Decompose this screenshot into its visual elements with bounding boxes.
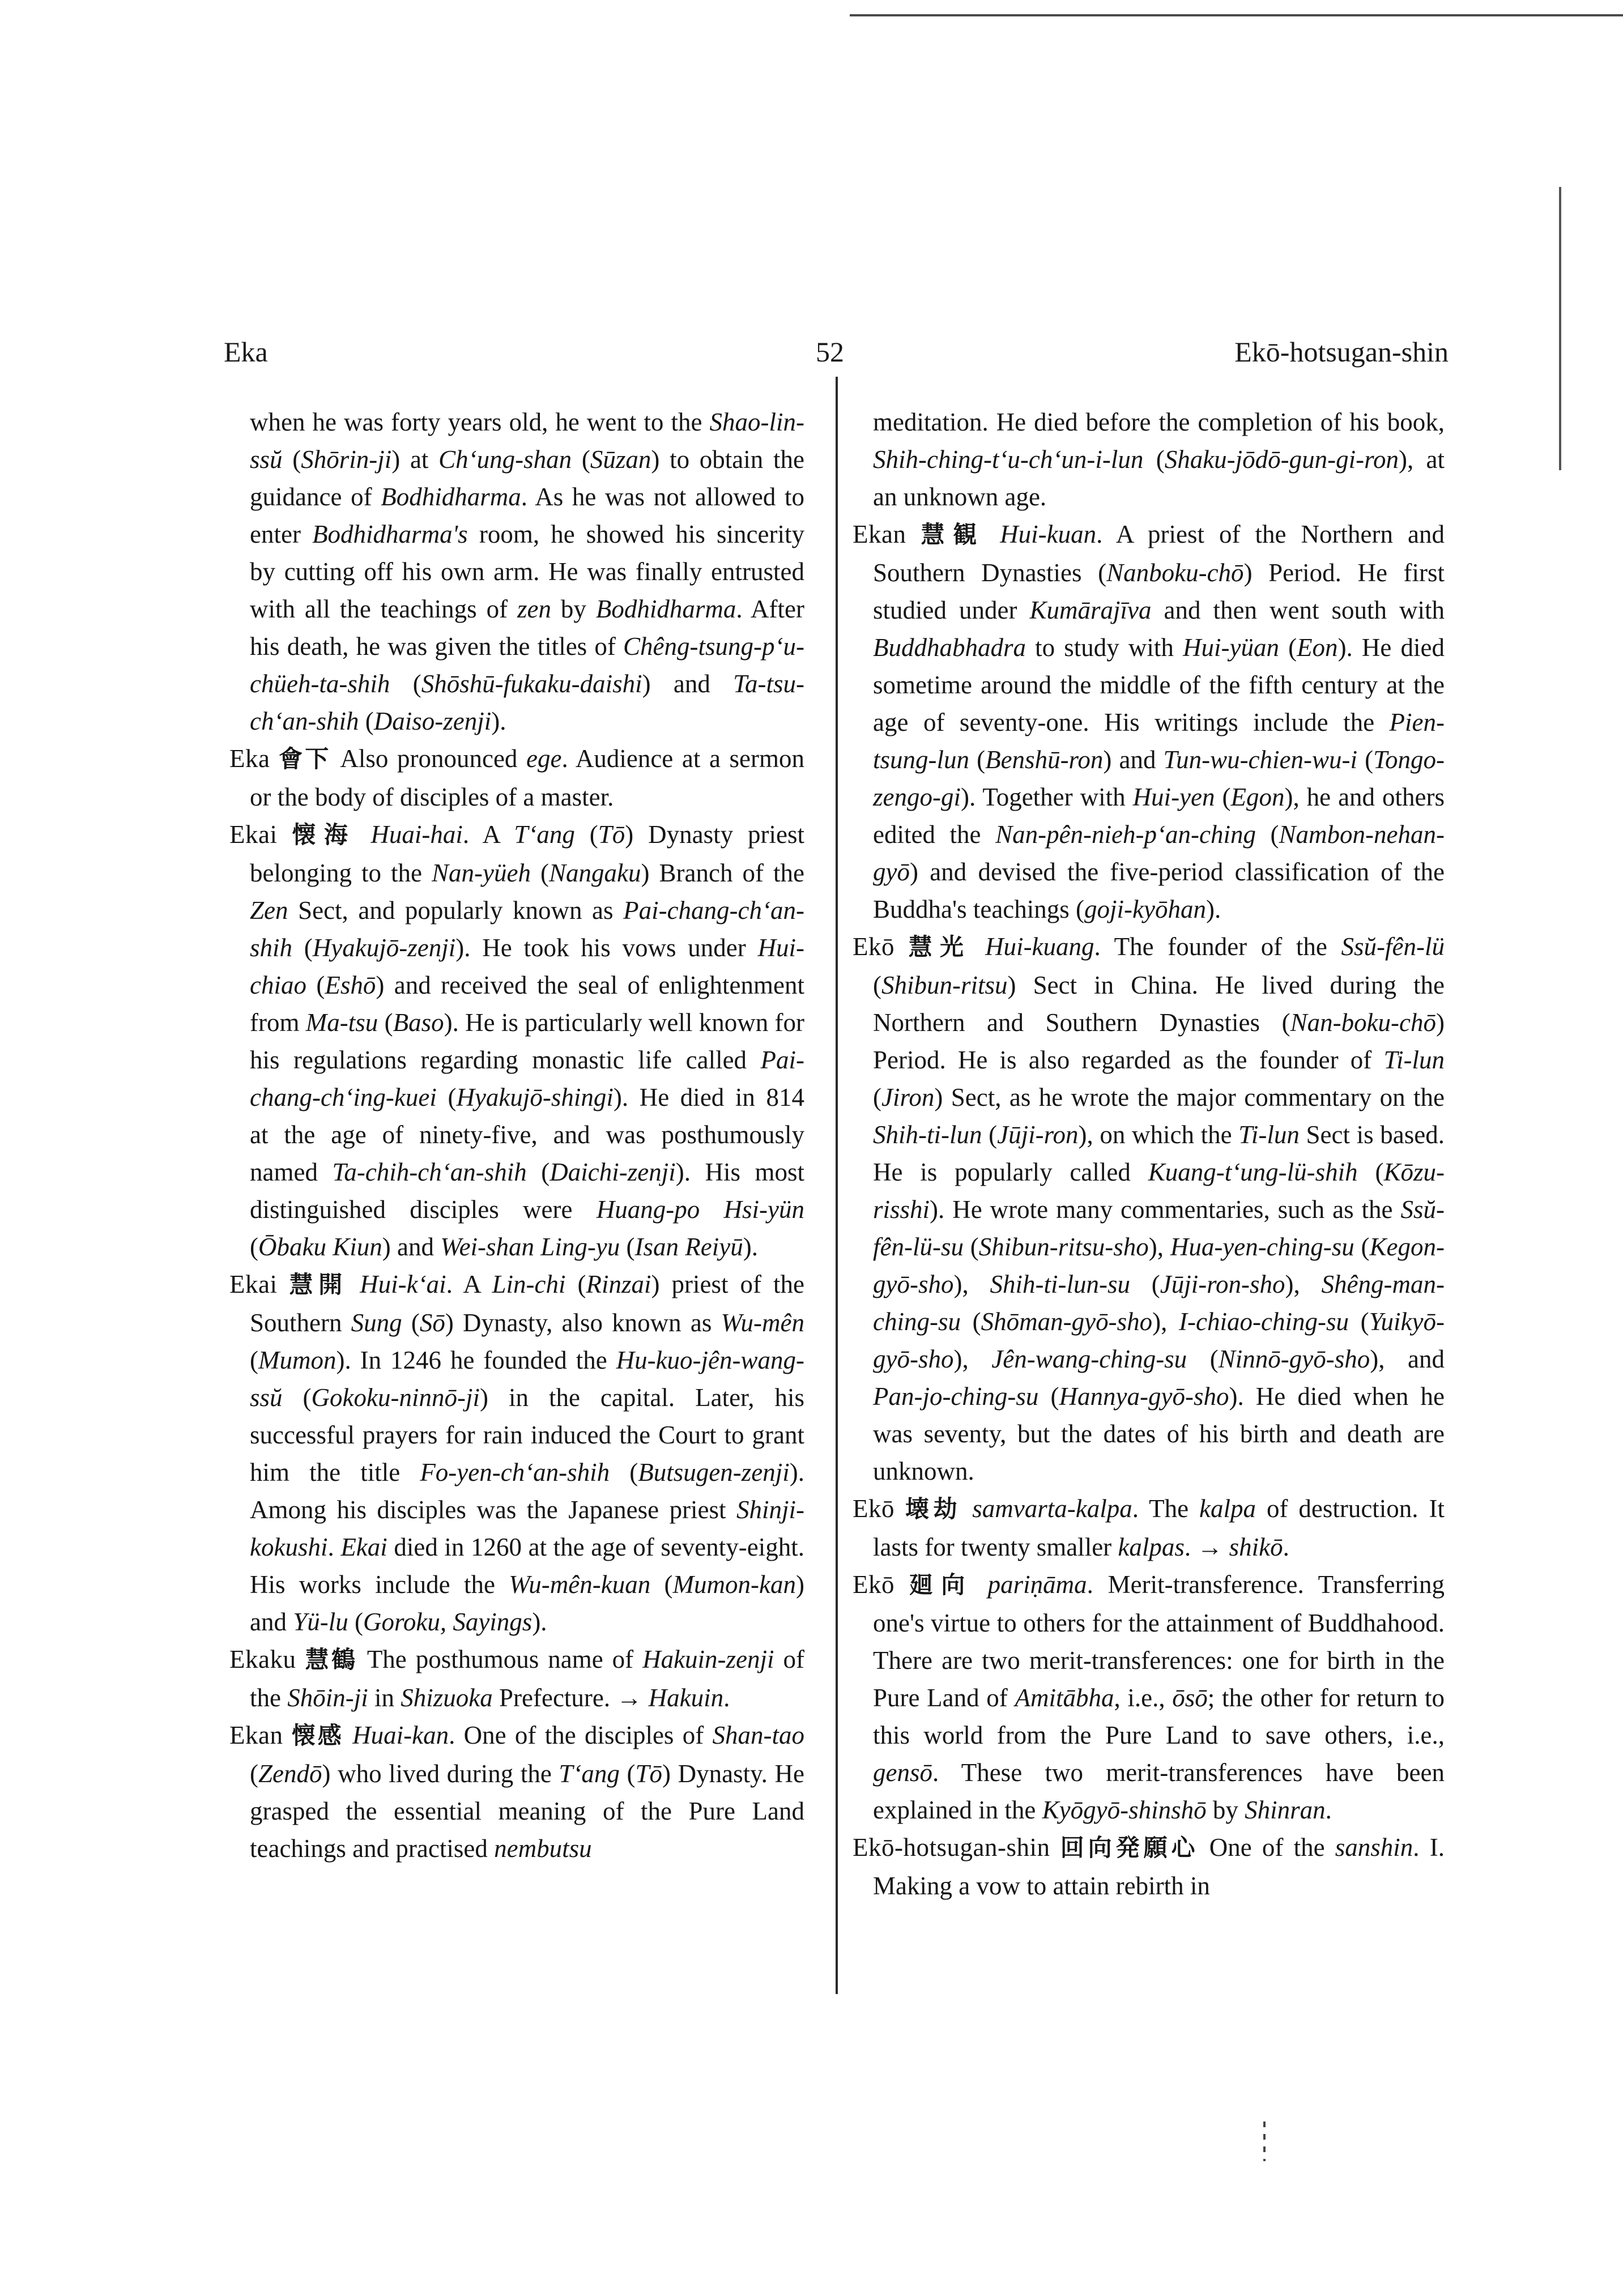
italic-term: Pien-tsung-lun: [873, 708, 1445, 774]
text-run: . One of the disciples of: [449, 1721, 713, 1749]
text-run: (: [650, 1570, 673, 1599]
text-run: in: [368, 1684, 401, 1712]
italic-term: Shōshū-fukaku-daishi: [421, 670, 642, 698]
text-run: [985, 520, 1000, 548]
running-head-right: Ekō-hotsugan-shin: [1234, 336, 1449, 368]
italic-term: Ta-tsu-ch‘an-shih: [250, 670, 804, 735]
entry-headword: Ekan: [229, 1721, 283, 1749]
italic-term: Yü-lu: [293, 1608, 348, 1636]
italic-term: zen: [517, 595, 551, 623]
entry-continuation: [229, 403, 804, 740]
text-run: (: [526, 1158, 550, 1186]
text-run: .: [723, 1684, 730, 1712]
italic-term: Huai-kan: [352, 1721, 449, 1749]
text-run: ).: [491, 707, 506, 735]
entry-chinese-characters: 懐感: [291, 1723, 344, 1749]
entry-headword: Ekō: [853, 1494, 894, 1523]
left-column: [229, 403, 804, 1867]
text-run: of the: [250, 1645, 804, 1712]
text-run: ), at an unknown age.: [873, 445, 1445, 511]
italic-term: Nan-boku-chō: [1290, 1008, 1436, 1037]
italic-term: Daichi-zenji: [549, 1158, 676, 1186]
italic-term: Pai-chang-ch‘an-shih: [250, 896, 804, 962]
italic-term: Shinji-kokushi: [250, 1496, 804, 1561]
italic-term: Kyōgyō-shinshō: [1042, 1796, 1207, 1824]
entry-chinese-characters: 回向発願心: [1060, 1835, 1199, 1861]
text-run: (: [574, 820, 598, 849]
text-run: by: [551, 595, 596, 623]
text-run: . The founder of the: [1094, 932, 1341, 961]
text-run: (: [1357, 746, 1374, 774]
entry-body: [250, 820, 804, 1261]
italic-term: Sūzan: [590, 445, 651, 474]
italic-term: sanshin: [1335, 1833, 1413, 1861]
text-run: . As he was not allowed to enter: [250, 483, 804, 548]
text-run: (: [282, 1383, 312, 1412]
text-run: ). He is particularly well known for his regulations regarding monastic life called: [250, 1008, 804, 1074]
text-run: .: [327, 1533, 341, 1561]
italic-term: Sō: [419, 1309, 445, 1337]
text-run: (: [282, 445, 301, 474]
text-run: (: [1279, 633, 1297, 662]
italic-term: Hyakujō-zenji: [312, 934, 456, 962]
italic-term: Hui-kuan: [1000, 520, 1097, 548]
text-run: [348, 1270, 360, 1298]
italic-term: Eshō: [325, 971, 376, 999]
text-run: (: [1255, 820, 1279, 849]
dictionary-entry: [853, 928, 1445, 1490]
entry-body: [250, 1270, 804, 1636]
text-run: ). Together with: [960, 783, 1133, 811]
entry-body: [873, 1570, 1445, 1824]
text-run: (: [610, 1458, 638, 1486]
dictionary-entry: [853, 516, 1445, 928]
italic-term: kalpas: [1118, 1533, 1185, 1561]
italic-term: Tō: [635, 1760, 663, 1788]
text-run: (: [1130, 1270, 1160, 1298]
text-run: [344, 1721, 352, 1749]
page-number: 52: [816, 336, 844, 368]
italic-term: ōsō: [1172, 1684, 1208, 1712]
italic-term: ege: [526, 744, 562, 773]
italic-term: Baso: [393, 1008, 444, 1037]
text-run: when he was forty years old, he went to the: [250, 408, 710, 436]
italic-term: Buddhabhadra: [873, 633, 1026, 662]
running-head-left: Eka: [224, 336, 268, 368]
entry-body: [873, 408, 1445, 511]
dictionary-entry: [853, 1490, 1445, 1566]
text-run: (: [402, 1309, 420, 1337]
italic-term: Ssŭ-fên-lü-su: [873, 1195, 1445, 1261]
dictionary-entry: [229, 740, 804, 816]
italic-term: Mumon: [258, 1346, 336, 1374]
italic-term: Sung: [351, 1309, 402, 1337]
italic-term: Jiron: [881, 1083, 935, 1111]
italic-term: Bodhidharma's: [312, 520, 468, 548]
entry-headword: Ekai: [229, 1270, 278, 1298]
scan-line-side: [1559, 187, 1561, 470]
text-run: ). He died in 814 at the age of ninety-five, and was posthumously named: [250, 1083, 804, 1186]
text-run: (: [873, 1083, 881, 1111]
text-run: room, he showed his sincerity by cutting off his own arm. He was finally entrusted with all the teachings of: [250, 520, 804, 623]
text-run: (: [969, 746, 986, 774]
italic-term: Rinzai: [586, 1270, 651, 1298]
text-run: ) and: [382, 1233, 441, 1261]
text-run: ) Dynasty, also known as: [445, 1309, 721, 1337]
italic-term: Ti-lun: [1238, 1121, 1300, 1149]
text-run: (: [530, 859, 549, 887]
italic-term: Ch‘ung-shan: [438, 445, 572, 474]
italic-term: Jūji-ron-sho: [1160, 1270, 1285, 1298]
text-run: ) Dynasty priest belonging to the: [250, 820, 804, 887]
text-run: [971, 932, 985, 961]
text-run: (: [565, 1270, 586, 1298]
text-run: (: [982, 1121, 998, 1149]
text-run: ) and: [250, 1570, 804, 1636]
text-run: ) and received the seal of enlightenment from: [250, 971, 804, 1037]
italic-term: Nambon-nehan-gyō: [873, 820, 1445, 886]
entry-body: [250, 408, 804, 735]
italic-term: Hyakujō-shingi: [456, 1083, 614, 1111]
text-run: ; the other for return to this world from the Pure Land to save others, i.e.,: [873, 1684, 1445, 1749]
text-run: ) Branch of the: [641, 859, 804, 887]
entry-headword: Ekai: [229, 820, 278, 849]
text-run: (: [1348, 1307, 1369, 1336]
italic-term: Kuang-t‘ung-lü-shih: [1148, 1158, 1358, 1186]
italic-term: pariṇāma: [987, 1570, 1087, 1599]
column-divider: [836, 377, 838, 1994]
italic-term: Amitābha: [1015, 1684, 1114, 1712]
italic-term: Nan-yüeh: [432, 859, 531, 887]
text-run: ),: [953, 1270, 990, 1298]
text-run: [973, 1570, 988, 1599]
scan-line-top: [850, 14, 1623, 16]
entry-body: [873, 520, 1445, 923]
text-run: ) who lived during the: [322, 1760, 559, 1788]
text-run: (: [390, 670, 421, 698]
text-run: . After his death, he was given the titles of: [250, 595, 804, 661]
text-run: ). Among his disciples was the Japanese priest: [250, 1458, 804, 1524]
text-run: (: [378, 1008, 393, 1037]
dictionary-entry: [229, 1266, 804, 1641]
italic-term: Hui-k‘ai: [360, 1270, 446, 1298]
text-run: of destruction. It lasts for twenty smaller: [873, 1494, 1445, 1561]
italic-term: Wu-mên: [721, 1309, 804, 1337]
text-run: (: [960, 1307, 981, 1336]
entry-headword: Ekō-hotsugan-shin: [853, 1833, 1050, 1861]
entry-chinese-characters: 懐海: [292, 823, 356, 849]
text-run: (: [306, 971, 325, 999]
italic-term: Ninnō-gyō-sho: [1218, 1345, 1370, 1373]
italic-term: Ekai: [340, 1533, 387, 1561]
text-run: One of the: [1199, 1833, 1335, 1861]
text-run: Prefecture. →: [492, 1684, 649, 1712]
italic-term: Shaku-jōdō-gun-gi-ron: [1164, 445, 1399, 474]
text-run: meditation. He died before the completion of his book,: [873, 408, 1445, 436]
text-run: . →: [1184, 1533, 1229, 1561]
italic-term: Shih-ti-lun-su: [990, 1270, 1130, 1298]
italic-term: Butsugen-zenji: [638, 1458, 790, 1486]
italic-term: Egon: [1230, 783, 1285, 811]
italic-term: Hui-yüan: [1182, 633, 1279, 662]
text-run: ) and devised the five-period classification of the Buddha's teachings (: [873, 858, 1445, 923]
text-run: ) at: [391, 445, 439, 474]
text-run: ),: [1285, 1270, 1322, 1298]
entry-headword: Ekō: [853, 932, 894, 961]
italic-term: nembutsu: [494, 1834, 592, 1863]
text-run: (: [1038, 1382, 1059, 1411]
italic-term: Zen: [250, 896, 288, 925]
text-run: (: [873, 971, 881, 999]
italic-term: Yuikyō-gyō-sho: [873, 1307, 1445, 1373]
dictionary-entry: [853, 1829, 1445, 1905]
entry-chinese-characters: 慧観: [921, 522, 986, 548]
text-run: Sect, and popularly known as: [288, 896, 624, 925]
italic-term: Kegon-gyō-sho: [873, 1233, 1445, 1298]
italic-term: T‘ang: [559, 1760, 620, 1788]
italic-term: Huang-po Hsi-yün: [596, 1195, 804, 1224]
entry-body: [250, 744, 804, 811]
text-run: (: [620, 1233, 635, 1261]
text-run: (: [572, 445, 590, 474]
italic-term: Shibun-ritsu: [881, 971, 1008, 999]
italic-term: Hui-yen: [1132, 783, 1215, 811]
text-run: ).: [532, 1608, 547, 1636]
italic-term: Nangaku: [549, 859, 641, 887]
italic-term: Shōin-ji: [287, 1684, 368, 1712]
text-run: ) to obtain the guidance of: [250, 445, 804, 511]
italic-term: Pan-jo-ching-su: [873, 1382, 1039, 1411]
italic-term: Kumārajīva: [1029, 596, 1152, 624]
italic-term: Wei-shan Ling-yu: [440, 1233, 620, 1261]
text-run: (: [963, 1233, 979, 1261]
italic-term: Hannya-gyō-sho: [1059, 1382, 1229, 1411]
entry-headword: Ekan: [853, 520, 906, 548]
italic-term: Tun-wu-chien-wu-i: [1163, 746, 1358, 774]
text-run: ) and: [1103, 746, 1164, 774]
text-run: . These two merit-transferences have been explained in the: [873, 1758, 1445, 1824]
text-run: . A priest of the Northern and Southern Dynasties (: [873, 520, 1445, 587]
text-run: (: [250, 1346, 258, 1374]
entry-chinese-characters: 廻向: [909, 1573, 973, 1599]
italic-term: Ōbaku Kiun: [258, 1233, 382, 1261]
italic-term: shikō: [1229, 1533, 1283, 1561]
italic-term: Shan-tao: [712, 1721, 805, 1749]
text-run: .: [1283, 1533, 1289, 1561]
italic-term: Bodhidharma: [595, 595, 736, 623]
italic-term: Nanboku-chō: [1106, 559, 1244, 587]
italic-term: Pai-chang-ch‘ing-kuei: [250, 1046, 804, 1111]
text-run: (: [619, 1760, 636, 1788]
italic-term: Hui-kuang: [985, 932, 1094, 961]
text-run: and then went south with: [1151, 596, 1445, 624]
text-run: (: [1354, 1233, 1370, 1261]
italic-term: Shao-lin-ssŭ: [250, 408, 804, 474]
text-run: . I. Making a vow to attain rebirth in: [873, 1833, 1445, 1900]
italic-term: Tō: [598, 820, 625, 849]
italic-term: Hu-kuo-jên-wang-ssŭ: [250, 1346, 804, 1412]
italic-term: kalpa: [1199, 1494, 1256, 1523]
entry-chinese-characters: 會下: [279, 747, 331, 773]
italic-term: Shih-ti-lun: [873, 1121, 982, 1149]
italic-term: Shōman-gyō-sho: [981, 1307, 1153, 1336]
text-run: (: [348, 1608, 363, 1636]
italic-term: Huai-hai: [370, 820, 463, 849]
italic-term: Nan-pên-nieh-p‘an-ching: [995, 820, 1256, 849]
italic-term: Hui-chiao: [250, 934, 804, 999]
entry-chinese-characters: 壊劫: [905, 1497, 962, 1523]
text-run: ), he and others edited the: [873, 783, 1445, 849]
italic-term: Mumon-kan: [672, 1570, 796, 1599]
text-run: ). In 1246 he founded the: [336, 1346, 616, 1374]
italic-term: Ma-tsu: [305, 1008, 378, 1037]
text-run: ) Dynasty. He grasped the essential meaning of the Pure Land teachings and practised: [250, 1760, 804, 1863]
text-run: ). He wrote many commentaries, such as the: [930, 1195, 1401, 1224]
text-run: (: [250, 1760, 258, 1788]
text-run: .: [1325, 1796, 1332, 1824]
text-run: (: [1215, 783, 1231, 811]
text-run: . Audience at a sermon or the body of disciples of a master.: [250, 744, 804, 811]
entry-body: [873, 932, 1445, 1485]
italic-term: Lin-chi: [492, 1270, 566, 1298]
italic-term: Kōzu-risshi: [873, 1158, 1445, 1224]
italic-term: Benshū-ron: [985, 746, 1104, 774]
dictionary-entry: [853, 1566, 1445, 1829]
italic-term: Ssŭ-fên-lü: [1341, 932, 1445, 961]
text-run: ) priest of the Southern: [250, 1270, 805, 1337]
scan-dots: [1263, 2122, 1266, 2161]
text-run: to study with: [1026, 633, 1183, 662]
italic-term: Jên-wang-ching-su: [991, 1345, 1187, 1373]
text-run: ) Period. He first studied under: [873, 559, 1445, 624]
text-run: ). He died when he was seventy, but the dates of his birth and death are unknown.: [873, 1382, 1445, 1485]
text-run: (: [1187, 1345, 1219, 1373]
italic-term: gensō: [873, 1758, 932, 1787]
text-run: ) Period. He is also regarded as the founder of: [873, 1008, 1445, 1074]
text-run: ),: [1152, 1307, 1179, 1336]
text-run: ) Sect, as he wrote the major commentary on the: [934, 1083, 1445, 1111]
text-run: ). He died sometime around the middle of the fifth century at the age of seventy-one. His writings include the: [873, 633, 1445, 736]
italic-term: Goroku, Sayings: [363, 1608, 533, 1636]
italic-term: Jūji-ron: [997, 1121, 1079, 1149]
text-run: (: [1143, 445, 1165, 474]
italic-term: Bodhidharma: [381, 483, 521, 511]
text-run: ) Sect in China. He lived during the Northern and Southern Dynasties (: [873, 971, 1445, 1037]
italic-term: I-chiao-ching-su: [1179, 1307, 1349, 1336]
text-run: ). His most distinguished disciples were: [250, 1158, 804, 1224]
italic-term: Zendō: [258, 1760, 322, 1788]
text-run: died in 1260 at the age of seventy-eight. His works include the: [250, 1533, 804, 1599]
entry-chinese-characters: 慧光: [908, 935, 972, 961]
text-run: ) and: [642, 670, 734, 698]
entry-headword: Ekō: [853, 1570, 894, 1599]
text-run: by: [1206, 1796, 1245, 1824]
text-run: . A: [446, 1270, 492, 1298]
italic-term: Shōrin-ji: [301, 445, 392, 474]
text-run: (: [436, 1083, 457, 1111]
text-run: Also pronounced: [331, 744, 527, 773]
italic-term: Ti-lun: [1383, 1046, 1445, 1074]
italic-term: Hakuin: [648, 1684, 724, 1712]
entry-headword: Eka: [229, 744, 270, 773]
text-run: (: [359, 707, 374, 735]
italic-term: Wu-mên-kuan: [509, 1570, 651, 1599]
text-run: . The: [1132, 1494, 1200, 1523]
text-run: [961, 1494, 972, 1523]
italic-term: Shêng-man-ching-su: [873, 1270, 1445, 1336]
italic-term: Fo-yen-ch‘an-shih: [420, 1458, 610, 1486]
text-run: ), and: [1370, 1345, 1445, 1373]
italic-term: Eon: [1297, 633, 1338, 662]
italic-term: Shinran: [1245, 1796, 1326, 1824]
entry-chinese-characters: 慧鶴: [305, 1647, 358, 1673]
text-run: (: [292, 934, 313, 962]
text-run: ), on which the: [1078, 1121, 1239, 1149]
entry-chinese-characters: 慧開: [289, 1272, 348, 1298]
text-run: ).: [743, 1233, 758, 1261]
italic-term: Ta-chih-ch‘an-shih: [332, 1158, 527, 1186]
italic-term: Daiso-zenji: [373, 707, 492, 735]
italic-term: Hua-yen-ching-su: [1170, 1233, 1354, 1261]
entry-headword: Ekaku: [229, 1645, 296, 1673]
text-run: . A: [462, 820, 514, 849]
text-run: Sect is based. He is popularly called: [873, 1121, 1445, 1186]
italic-term: Shibun-ritsu-sho: [978, 1233, 1149, 1261]
text-run: (: [250, 1233, 258, 1261]
italic-term: T‘ang: [514, 820, 575, 849]
italic-term: Chêng-tsung-p‘u-chüeh-ta-shih: [250, 632, 804, 698]
text-run: ),: [1148, 1233, 1170, 1261]
italic-term: Gokoku-ninnō-ji: [311, 1383, 480, 1412]
entry-continuation: [853, 403, 1445, 516]
dictionary-entry: [229, 816, 804, 1266]
text-run: [356, 820, 371, 849]
text-run: ),: [953, 1345, 992, 1373]
text-run: The posthumous name of: [357, 1645, 643, 1673]
italic-term: Isan Reiyū: [634, 1233, 743, 1261]
italic-term: Hakuin-zenji: [642, 1645, 774, 1673]
italic-term: Shizuoka: [401, 1684, 493, 1712]
italic-term: samvarta-kalpa: [972, 1494, 1132, 1523]
text-run: ) in the capital. Later, his successful prayers for rain induced the Court to grant him the title: [250, 1383, 804, 1486]
right-column: [853, 403, 1445, 1905]
text-run: ). He took his vows under: [455, 934, 758, 962]
text-run: ).: [1205, 895, 1221, 923]
dictionary-entry: [229, 1716, 804, 1867]
italic-term: goji-kyōhan: [1084, 895, 1206, 923]
italic-term: Tongo-zengo-gi: [873, 746, 1445, 811]
text-run: (: [1357, 1158, 1384, 1186]
text-run: , i.e.,: [1114, 1684, 1173, 1712]
text-run: . Merit-transference. Transferring one's virtue to others for the attainment of Buddhahood. There are two merit-transferences: one for birth in the Pure Land of: [873, 1570, 1445, 1712]
italic-term: Shih-ching-t‘u-ch‘un-i-lun: [873, 445, 1144, 474]
dictionary-entry: [229, 1641, 804, 1716]
